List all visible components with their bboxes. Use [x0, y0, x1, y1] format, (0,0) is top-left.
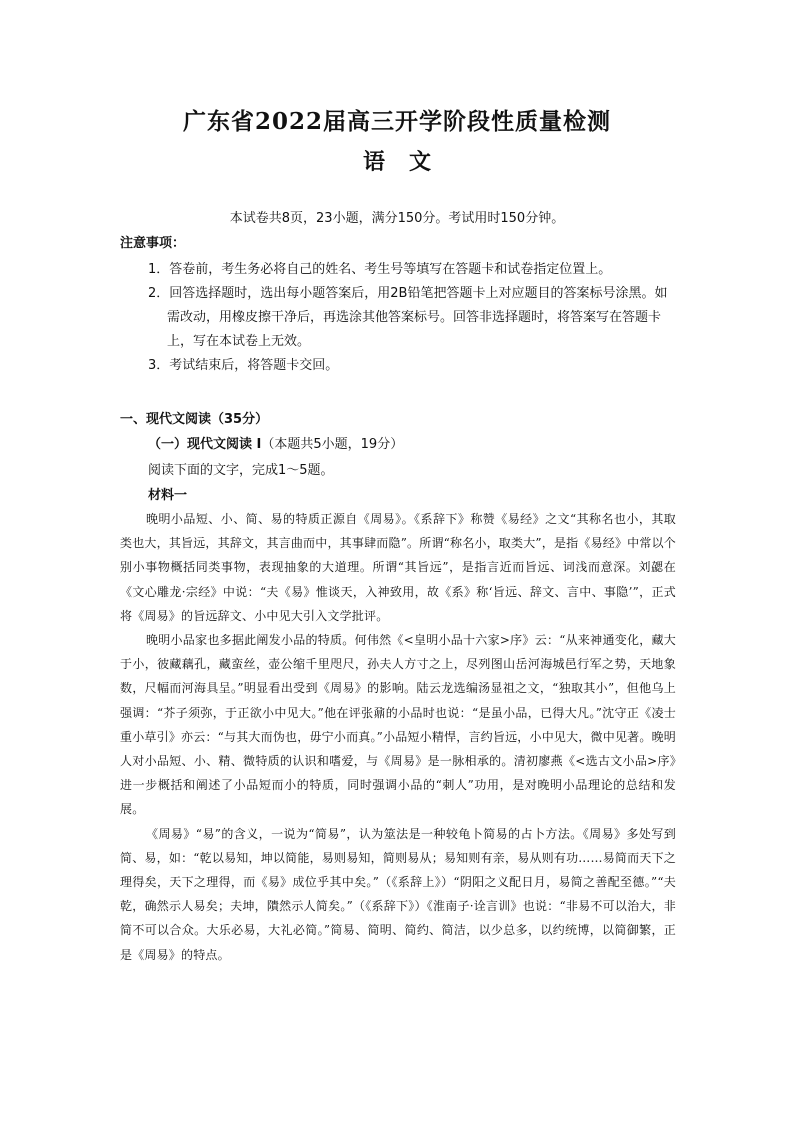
- material-label: 材料一: [148, 488, 188, 503]
- passage-paragraph-2: 晚明小品家也多据此阐发小品的特质。何伟然《<皇明小品十六家>序》云：“从来神通变化，藏大于小，彼藏藕孔，藏蛮丝，壶公缩千里咫尺，孙夫人方寸之上，尽列图山岳河海城邑行军之势，天地象数，尺幅而河海具呈。”明显看出受到《周易》的影响。陆云龙选编汤显祖之文，“独取其小”，但他乌上强调：“芥子须弥，于正欲小中见大。”他在评张鼐的小品时也说：“是虽小品，已得大凡。”沈守正《凌士重小草引》亦云：“与其大而伪也，毋宁小而真。”小品短小精悍，言约旨远，小中见大，微中见著。晚明人对小品短、小、精、微特质的认识和嗜爱，与《周易》是一脉相承的。清初廖燕《<选古文小品>序》进一步概括和阐述了小品短而小的特质，同时强调小品的“刺人”功用，是对晚明小品理论的总结和发展。: [120, 633, 676, 817]
- reading-instruction: 阅读下面的文字，完成1～5题。: [148, 463, 334, 478]
- subsection-heading: [148, 433, 403, 452]
- passage-paragraph-1: 晚明小品短、小、简、易的特质正源自《周易》。《系辞下》称赞《易经》之文“其称名也小，其取类也大，其旨远，其辞文，其言曲而中，其事肆而隐”。所谓“称名小，取类大”，是指《易经》中常以个别小事物概括同类事物，表现抽象的大道理。所谓“其旨远”，是指言近而旨远、词浅而意深。刘勰在《文心雕龙·宗经》中说：“夫《易》惟谈天，入神致用，故《系》称‘旨远、辞文、言中、事隐’”，正式将《周易》的旨远辞文、小中见大引入文学批评。: [120, 512, 676, 623]
- notice-list: [148, 258, 678, 378]
- section-heading: 一、现代文阅读（35分）: [120, 412, 269, 427]
- subject-title: 语文: [362, 149, 455, 175]
- passage-paragraph-3: 《周易》“易”的含义，一说为“简易”，认为筮法是一种较龟卜简易的占卜方法。《周易》多处写到简、易，如：“乾以易知，坤以简能，易则易知，简则易从；易知则有亲，易从则有功……易简而天下之理得矣，天下之理得，而《易》成位乎其中矣。”（《系辞上》）“阴阳之义配日月，易简之善配至德。”“夫乾，确然示人易矣；夫坤，隤然示人简矣。”（《系辞下》）《淮南子·诠言训》也说：“非易不可以治大，非简不可以合众。大乐必易，大礼必简。”简易、简明、简约、简洁，以少总多，以约统博，以简御繁，正是《周易》的特点。: [120, 826, 676, 962]
- notice-item-3: 3．考试结束后，将答题卡交回。: [148, 358, 339, 373]
- exam-title: 广东省2022届高三开学阶段性质量检测: [182, 108, 611, 135]
- notice-heading: 注意事项：: [120, 236, 186, 251]
- subsection-note: （本题共5小题，19分）: [261, 437, 404, 452]
- notice-item-1: 1．答卷前，考生务必将自己的姓名、考生号等填写在答题卡和试卷指定位置上。: [148, 262, 612, 277]
- exam-info: 本试卷共8页，23小题，满分150分。考试用时150分钟。: [229, 211, 565, 226]
- subsection-title: （一）现代文阅读 I: [148, 437, 262, 452]
- passage: [120, 507, 676, 967]
- notice-item-2: 2．回答选择题时，选出每小题答案后，用2B铅笔把答题卡上对应题目的答案标号涂黑。如需改动，用橡皮擦干净后，再选涂其他答案标号。回答非选择题时，将答案写在答题卡上，写在本试卷上无效。: [148, 286, 668, 349]
